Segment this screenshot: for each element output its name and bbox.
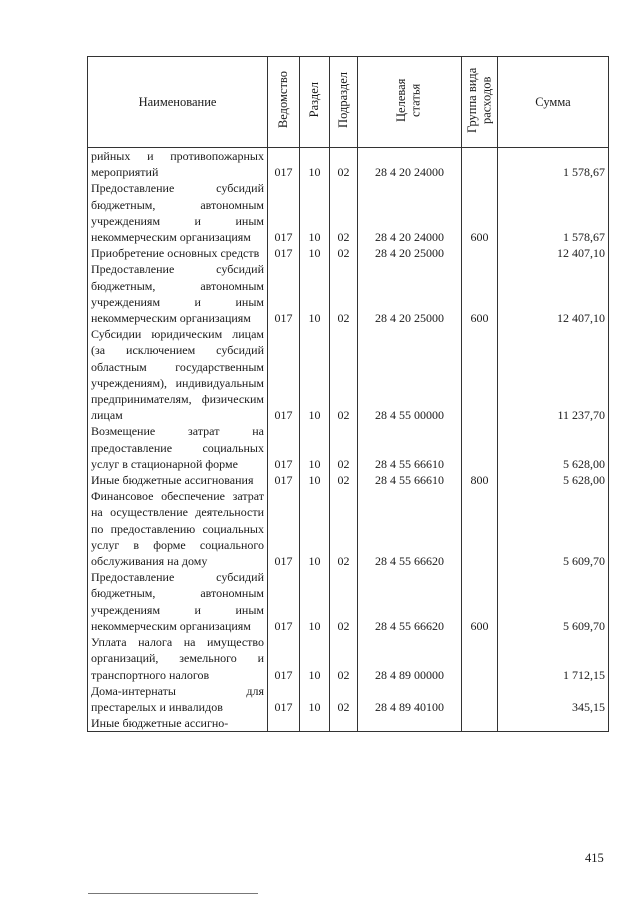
row-expense-group-cell	[462, 326, 498, 423]
row-target-article-cell: 28 4 55 66610	[358, 423, 462, 472]
table-row	[88, 634, 609, 683]
row-subsection-cell	[330, 715, 358, 732]
table-row	[88, 245, 609, 261]
row-target-article-cell: 28 4 20 25000	[358, 261, 462, 326]
row-section-cell: 10	[300, 245, 330, 261]
row-target-article-cell: 28 4 55 00000	[358, 326, 462, 423]
row-target-article-cell: 28 4 55 66620	[358, 569, 462, 634]
table-header-row	[88, 57, 609, 148]
row-target-article-cell: 28 4 20 24000	[358, 180, 462, 245]
row-section-cell: 10	[300, 634, 330, 683]
table-row	[88, 326, 609, 423]
header-expense-group	[462, 57, 498, 148]
table-row	[88, 472, 609, 488]
row-expense-group-cell	[462, 423, 498, 472]
row-subsection-cell: 02	[330, 261, 358, 326]
header-subsection	[330, 57, 358, 148]
row-name-cell: Предоставление субсидий бюджетным, автономным учреждениям и иным некоммерческим организациям	[88, 180, 268, 245]
row-section-cell: 10	[300, 326, 330, 423]
row-expense-group-cell: 600	[462, 261, 498, 326]
row-department-cell: 017	[268, 423, 300, 472]
row-section-cell: 10	[300, 488, 330, 569]
row-department-cell: 017	[268, 261, 300, 326]
row-subsection-cell: 02	[330, 569, 358, 634]
header-name: Наименование	[88, 57, 268, 148]
budget-table	[87, 56, 609, 732]
header-department-label: Ведомство	[276, 71, 291, 129]
row-department-cell: 017	[268, 326, 300, 423]
table-row	[88, 569, 609, 634]
row-target-article-cell: 28 4 55 66610	[358, 472, 462, 488]
header-expense-group-label: Группа вида расходов	[465, 67, 494, 133]
row-target-article-cell: 28 4 20 24000	[358, 148, 462, 181]
row-subsection-cell: 02	[330, 423, 358, 472]
row-name-cell: Финансовое обеспечение затрат на осуществление деятельности по предоставлению социальных услуг в форме социального обслуживания на дому	[88, 488, 268, 569]
row-name-cell: Приобретение основных средств	[88, 245, 268, 261]
row-department-cell	[268, 715, 300, 732]
row-name-cell: Субсидии юридическим лицам (за исключением субсидий областным государственным учреждениям), индивидуальным предпринимателям, физическим лицам	[88, 326, 268, 423]
row-subsection-cell: 02	[330, 180, 358, 245]
row-section-cell: 10	[300, 569, 330, 634]
row-expense-group-cell	[462, 488, 498, 569]
row-subsection-cell: 02	[330, 148, 358, 181]
row-section-cell: 10	[300, 148, 330, 181]
row-department-cell: 017	[268, 245, 300, 261]
row-subsection-cell: 02	[330, 683, 358, 715]
header-subsection-label: Подраздел	[336, 72, 351, 128]
row-subsection-cell: 02	[330, 245, 358, 261]
row-expense-group-cell	[462, 683, 498, 715]
row-sum-cell: 345,15	[498, 683, 609, 715]
row-sum-cell: 1 578,67	[498, 180, 609, 245]
row-section-cell: 10	[300, 423, 330, 472]
row-subsection-cell: 02	[330, 326, 358, 423]
table-row	[88, 715, 609, 732]
table-row	[88, 148, 609, 181]
row-sum-cell: 12 407,10	[498, 245, 609, 261]
row-name-cell: рийных и противопожарных мероприятий	[88, 148, 268, 181]
row-section-cell: 10	[300, 261, 330, 326]
row-target-article-cell: 28 4 20 25000	[358, 245, 462, 261]
row-name-cell: Иные бюджетные ассигнования	[88, 472, 268, 488]
row-section-cell: 10	[300, 180, 330, 245]
row-department-cell: 017	[268, 472, 300, 488]
row-name-cell: Предоставление субсидий бюджетным, автономным учреждениям и иным некоммерческим организациям	[88, 261, 268, 326]
row-subsection-cell: 02	[330, 634, 358, 683]
header-section-label: Раздел	[307, 82, 322, 118]
row-subsection-cell: 02	[330, 472, 358, 488]
row-target-article-cell	[358, 715, 462, 732]
row-expense-group-cell	[462, 715, 498, 732]
header-target-article-label: Целевая статья	[393, 78, 422, 122]
table-row	[88, 423, 609, 472]
row-sum-cell: 1 578,67	[498, 148, 609, 181]
row-section-cell	[300, 715, 330, 732]
header-department	[268, 57, 300, 148]
table-row	[88, 488, 609, 569]
row-sum-cell	[498, 715, 609, 732]
row-name-cell: Возмещение затрат на предоставление социальных услуг в стационарной форме	[88, 423, 268, 472]
row-expense-group-cell: 800	[462, 472, 498, 488]
row-expense-group-cell	[462, 245, 498, 261]
row-expense-group-cell: 600	[462, 180, 498, 245]
row-sum-cell: 5 628,00	[498, 423, 609, 472]
row-name-cell: Предоставление субсидий бюджетным, автономным учреждениям и иным некоммерческим организациям	[88, 569, 268, 634]
row-sum-cell: 5 628,00	[498, 472, 609, 488]
header-sum: Сумма	[498, 57, 609, 148]
table-row	[88, 261, 609, 326]
row-department-cell: 017	[268, 683, 300, 715]
header-target-article	[358, 57, 462, 148]
page-number: 415	[585, 851, 604, 865]
row-department-cell: 017	[268, 180, 300, 245]
row-sum-cell: 11 237,70	[498, 326, 609, 423]
row-department-cell: 017	[268, 148, 300, 181]
header-section	[300, 57, 330, 148]
row-sum-cell: 12 407,10	[498, 261, 609, 326]
row-section-cell: 10	[300, 472, 330, 488]
row-name-cell: Уплата налога на имущество организаций, земельного и транспортного налогов	[88, 634, 268, 683]
row-sum-cell: 5 609,70	[498, 569, 609, 634]
row-department-cell: 017	[268, 634, 300, 683]
row-name-cell: Иные бюджетные ассигно-	[88, 715, 268, 732]
row-department-cell: 017	[268, 569, 300, 634]
table-row	[88, 683, 609, 715]
row-name-cell: Дома-интернаты для престарелых и инвалидов	[88, 683, 268, 715]
row-subsection-cell: 02	[330, 488, 358, 569]
row-sum-cell: 5 609,70	[498, 488, 609, 569]
table-row	[88, 180, 609, 245]
row-expense-group-cell	[462, 634, 498, 683]
footer-rule	[88, 893, 258, 894]
row-target-article-cell: 28 4 55 66620	[358, 488, 462, 569]
row-expense-group-cell: 600	[462, 569, 498, 634]
row-target-article-cell: 28 4 89 40100	[358, 683, 462, 715]
row-expense-group-cell	[462, 148, 498, 181]
row-department-cell: 017	[268, 488, 300, 569]
row-section-cell: 10	[300, 683, 330, 715]
row-sum-cell: 1 712,15	[498, 634, 609, 683]
row-target-article-cell: 28 4 89 00000	[358, 634, 462, 683]
